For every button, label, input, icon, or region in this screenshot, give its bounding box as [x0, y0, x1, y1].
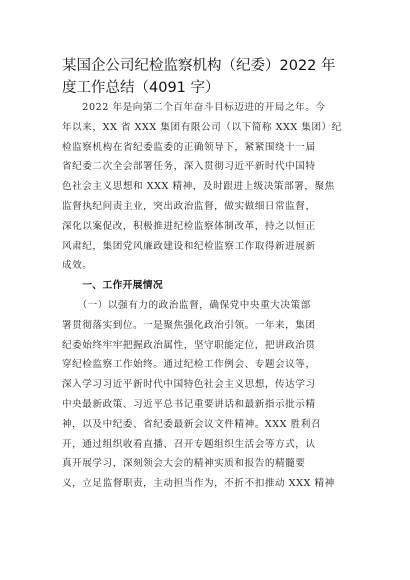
body-line: 深入学习习近平新时代中国特色社会主义思想，传达学习 [62, 379, 316, 391]
body-line: 开，通过组织收看直播、召开专题组织生活会等方式，认 [62, 438, 316, 450]
body-line: 监督执纪问责主业，突出政治监督，做实做细日常监督， [62, 200, 316, 212]
body-line: 风肃纪，集团党风廉政建设和纪检监察工作取得新进展新 [62, 240, 316, 252]
document-title [62, 55, 362, 99]
body-line: （一）以强有力的政治监督，确保党中央重大决策部 [62, 299, 311, 311]
body-line: 纪委始终牢牢把握政治属性，坚守职能定位，把讲政治贯 [62, 339, 316, 351]
body-line: 穿纪检监察工作始终。通过纪检工作例会、专题会议等， [62, 359, 316, 371]
section-heading: 一、工作开展情况 [62, 280, 163, 292]
body-line: 深化以案促改，积极推进纪检监察体制改革，持之以恒正 [62, 220, 316, 232]
document-body [62, 98, 362, 494]
body-line: 2022 年是向第二个百年奋斗目标迈进的开局之年。今 [62, 102, 326, 113]
body-line: 义，立足监督职责，主动担当作为，不折不扣推动 XXX 精神 [62, 478, 335, 490]
body-line: 成效。 [62, 260, 93, 272]
title-line-2: 度工作总结（4091 字） [62, 80, 220, 96]
body-line: 中央最新政策、习近平总书记重要讲话和最新指示批示精 [62, 398, 316, 410]
body-line: 色社会主义思想和 XXX 精神，及时跟进上级决策部署，聚焦 [62, 181, 335, 193]
body-line: 真开展学习，深刻领会大会的精神实质和报告的精髓要 [62, 458, 306, 470]
body-line: 神，以及中纪委、省纪委最新会议文件精神。XXX 胜利召 [62, 418, 322, 430]
body-line: 署贯彻落实到位。一是聚焦强化政治引领。一年来，集团 [62, 319, 316, 331]
body-line: 年以来，XX 省 XXX 集团有限公司（以下简称 XXX 集团）纪 [62, 121, 342, 133]
body-line: 检监察机构在省纪委监委的正确领导下，紧紧围绕十一届 [62, 141, 316, 153]
body-line: 省纪委二次全会部署任务，深入贯彻习近平新时代中国特 [62, 161, 316, 173]
title-line-1: 某国企公司纪检监察机构（纪委）2022 年 [62, 58, 336, 74]
